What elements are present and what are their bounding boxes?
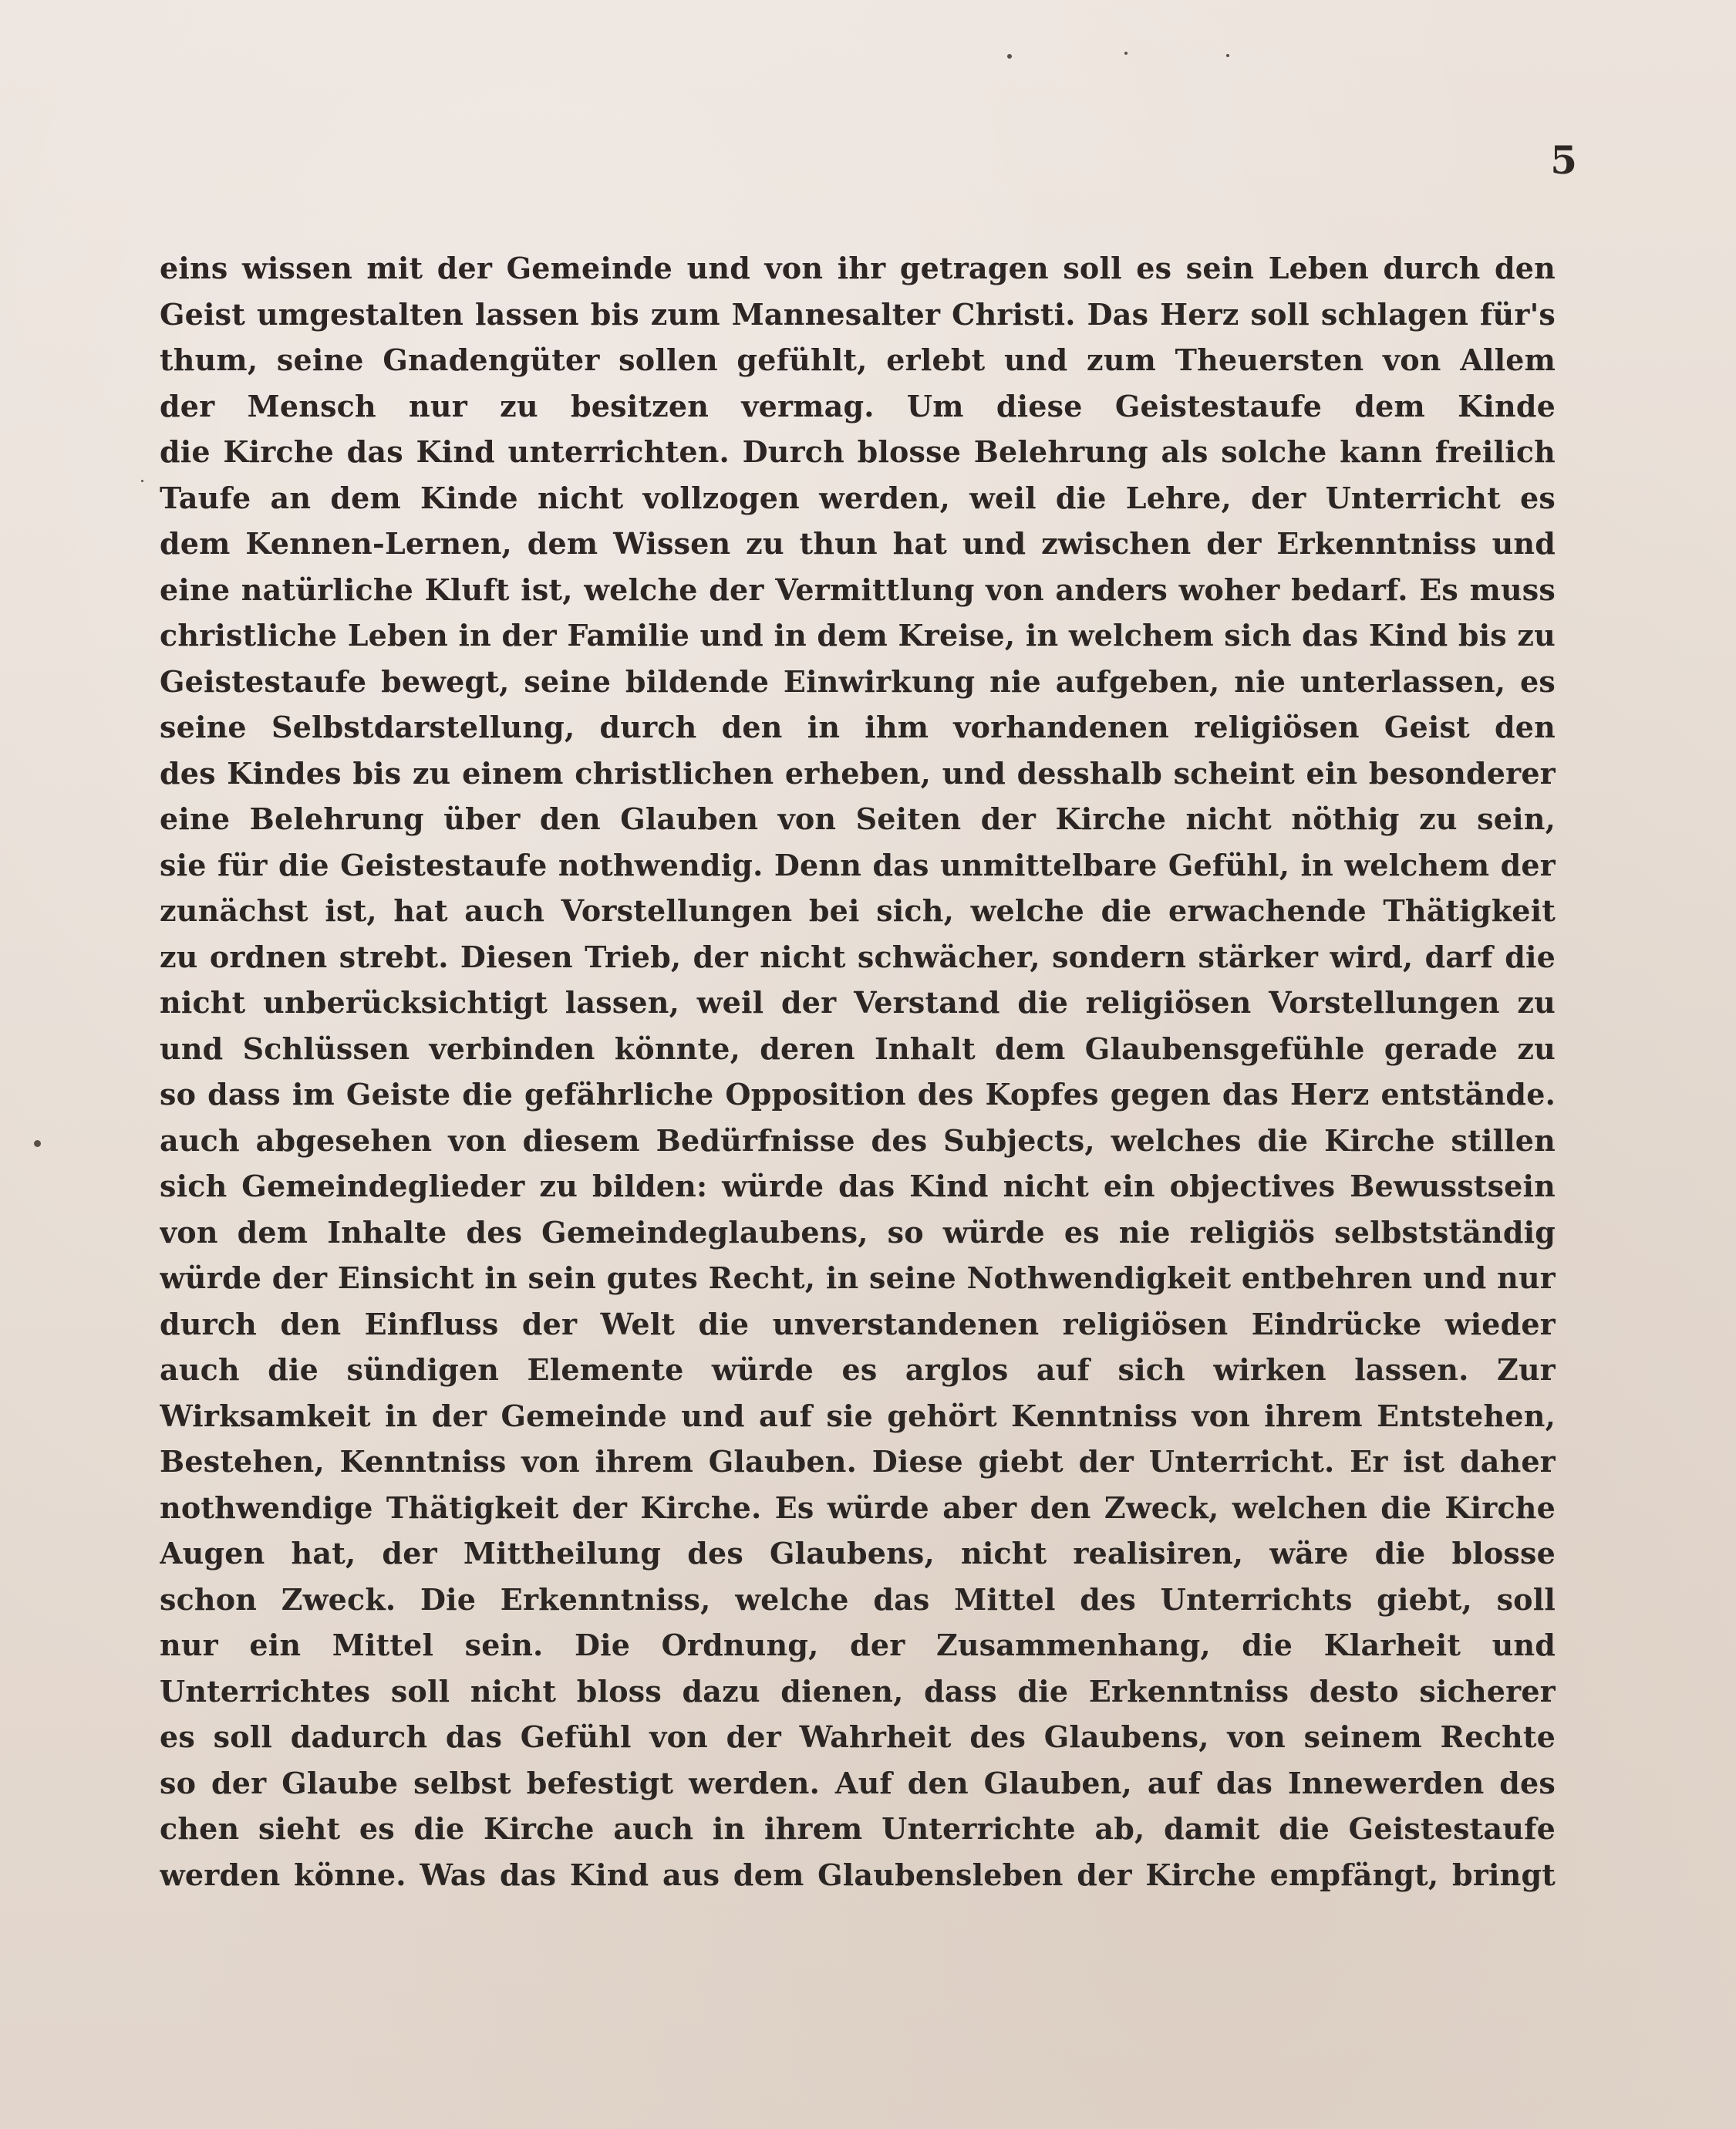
text-line bbox=[160, 1255, 1556, 1301]
text-line-content: Augen hat, der Mittheilung des Glaubens, nicht realisiren, wäre die blosse bbox=[160, 1536, 1556, 1571]
text-line-content: nothwendige Thätigkeit der Kirche. Es würde aber den Zweck, welchen die Kirche bbox=[160, 1490, 1556, 1525]
text-line bbox=[160, 337, 1556, 383]
text-line-content: auch abgesehen von diesem Bedürfnisse des Subjects, welches die Kirche stillen bbox=[160, 1122, 1556, 1158]
text-line bbox=[160, 1026, 1556, 1072]
ink-speck bbox=[1124, 52, 1128, 55]
text-line-content: eine natürliche Kluft ist, welche der Vermittlung von anders woher bedarf. Es muss bbox=[160, 572, 1556, 607]
text-line-content: Unterrichtes soll nicht bloss dazu dienen, dass die Erkenntniss desto sicherer bbox=[160, 1673, 1556, 1709]
text-line-content: eine Belehrung über den Glauben von Seiten der Kirche nicht nöthig zu sein, bbox=[160, 801, 1556, 836]
text-line-content: zu ordnen strebt. Diesen Trieb, der nicht schwächer, sondern stärker wird, darf die bbox=[160, 939, 1556, 974]
text-line-content: dem Kennen-Lernen, dem Wissen zu thun hat und zwischen der Erkenntniss und bbox=[160, 526, 1556, 561]
text-line-content: des Kindes bis zu einem christlichen erheben, und desshalb scheint ein besonderer bbox=[160, 755, 1556, 791]
text-line bbox=[160, 1163, 1556, 1210]
text-line bbox=[160, 888, 1556, 934]
text-line-content: von dem Inhalte des Gemeindeglaubens, so würde es nie religiös selbstständig bbox=[160, 1214, 1556, 1250]
text-line bbox=[160, 1714, 1556, 1760]
text-line bbox=[160, 1071, 1556, 1118]
text-line bbox=[160, 1118, 1556, 1164]
text-line-content: thum, seine Gnadengüter sollen gefühlt, erlebt und zum Theuersten von Allem bbox=[160, 342, 1556, 377]
text-line-content: zunächst ist, hat auch Vorstellungen bei sich, welche die erwachende Thätigkeit bbox=[160, 893, 1556, 928]
text-line bbox=[160, 1301, 1556, 1348]
text-line bbox=[160, 1347, 1556, 1393]
text-line-content: schon Zweck. Die Erkenntniss, welche das Mittel des Unterrichts giebt, soll bbox=[160, 1581, 1556, 1617]
page-number: 5 bbox=[1550, 137, 1577, 183]
text-line-content: chen sieht es die Kirche auch in ihrem Unterrichte ab, damit die Geistestaufe bbox=[160, 1811, 1556, 1846]
text-line bbox=[160, 1852, 1556, 1898]
text-line-content: nur ein Mittel sein. Die Ordnung, der Zusammenhang, die Klarheit und bbox=[160, 1628, 1556, 1662]
text-line bbox=[160, 796, 1556, 842]
text-line bbox=[160, 751, 1556, 797]
text-line bbox=[160, 1760, 1556, 1807]
text-line-content: sich Gemeindeglieder zu bilden: würde das Kind nicht ein objectives Bewusstsein bbox=[160, 1169, 1556, 1203]
text-line bbox=[160, 567, 1556, 613]
text-line bbox=[160, 383, 1556, 430]
text-line-content: es soll dadurch das Gefühl von der Wahrheit des Glaubens, von seinem Rechte bbox=[160, 1719, 1556, 1754]
text-line bbox=[160, 1668, 1556, 1715]
text-line-content: Geistestaufe bewegt, seine bildende Einwirkung nie aufgeben, nie unterlassen, es bbox=[160, 663, 1556, 699]
text-line bbox=[160, 429, 1556, 475]
text-line bbox=[160, 1622, 1556, 1668]
text-line-content: der Mensch nur zu besitzen vermag. Um diese Geistestaufe dem Kinde bbox=[160, 388, 1556, 423]
text-line bbox=[160, 842, 1556, 889]
text-line bbox=[160, 1439, 1556, 1485]
text-line-content: sie für die Geistestaufe nothwendig. Denn das unmittelbare Gefühl, in welchem der bbox=[160, 847, 1556, 882]
text-line-content: eins wissen mit der Gemeinde und von ihr getragen soll es sein Leben durch den bbox=[160, 251, 1556, 285]
text-line-content: auch die sündigen Elemente würde es arglos auf sich wirken lassen. Zur bbox=[160, 1352, 1556, 1387]
text-line-content: so dass im Geiste die gefährliche Opposition des Kopfes gegen das Herz entstände. bbox=[160, 1077, 1556, 1112]
text-line-content: Taufe an dem Kinde nicht vollzogen werden, weil die Lehre, der Unterricht es bbox=[160, 480, 1556, 515]
text-line bbox=[160, 1485, 1556, 1531]
text-line bbox=[160, 292, 1556, 338]
text-line bbox=[160, 1210, 1556, 1256]
text-line-content: würde der Einsicht in sein gutes Recht, in seine Nothwendigkeit entbehren und nur bbox=[160, 1260, 1556, 1295]
ink-speck bbox=[1007, 54, 1012, 59]
text-line-content: und Schlüssen verbinden könnte, deren Inhalt dem Glaubensgefühle gerade zu bbox=[160, 1031, 1556, 1066]
text-line bbox=[160, 1577, 1556, 1623]
text-line-content: Geist umgestalten lassen bis zum Mannesalter Christi. Das Herz soll schlagen für's bbox=[160, 296, 1556, 332]
ink-speck bbox=[34, 1140, 41, 1147]
text-line-content: Bestehen, Kenntniss von ihrem Glauben. Diese giebt der Unterricht. Er ist daher bbox=[160, 1444, 1556, 1479]
text-line bbox=[160, 1530, 1556, 1577]
text-line bbox=[160, 659, 1556, 705]
text-line bbox=[160, 1393, 1556, 1439]
text-line bbox=[160, 521, 1556, 567]
text-line bbox=[160, 1806, 1556, 1852]
text-line-content: werden könne. Was das Kind aus dem Glaubensleben der Kirche empfängt, bringt bbox=[160, 1857, 1556, 1892]
text-line-content: nicht unberücksichtigt lassen, weil der Verstand die religiösen Vorstellungen zu bbox=[160, 985, 1556, 1020]
text-line-content: seine Selbstdarstellung, durch den in ihm vorhandenen religiösen Geist den bbox=[160, 710, 1556, 744]
body-text bbox=[160, 245, 1556, 1898]
text-line bbox=[160, 612, 1556, 659]
text-line bbox=[160, 704, 1556, 751]
text-line-content: so der Glaube selbst befestigt werden. Auf den Glauben, auf das Innewerden des bbox=[160, 1765, 1556, 1800]
ink-speck bbox=[1226, 54, 1229, 57]
ink-speck bbox=[141, 480, 143, 482]
text-line-content: Wirksamkeit in der Gemeinde und auf sie gehört Kenntniss von ihrem Entstehen, bbox=[160, 1398, 1556, 1433]
text-line bbox=[160, 980, 1556, 1026]
text-line-content: durch den Einfluss der Welt die unverstandenen religiösen Eindrücke wieder bbox=[160, 1306, 1556, 1341]
text-line-content: die Kirche das Kind unterrichten. Durch blosse Belehrung als solche kann freilich bbox=[160, 434, 1556, 469]
text-line bbox=[160, 245, 1556, 292]
text-line bbox=[160, 475, 1556, 521]
text-line-content: christliche Leben in der Familie und in dem Kreise, in welchem sich das Kind bis zu bbox=[160, 618, 1556, 653]
text-line bbox=[160, 934, 1556, 980]
